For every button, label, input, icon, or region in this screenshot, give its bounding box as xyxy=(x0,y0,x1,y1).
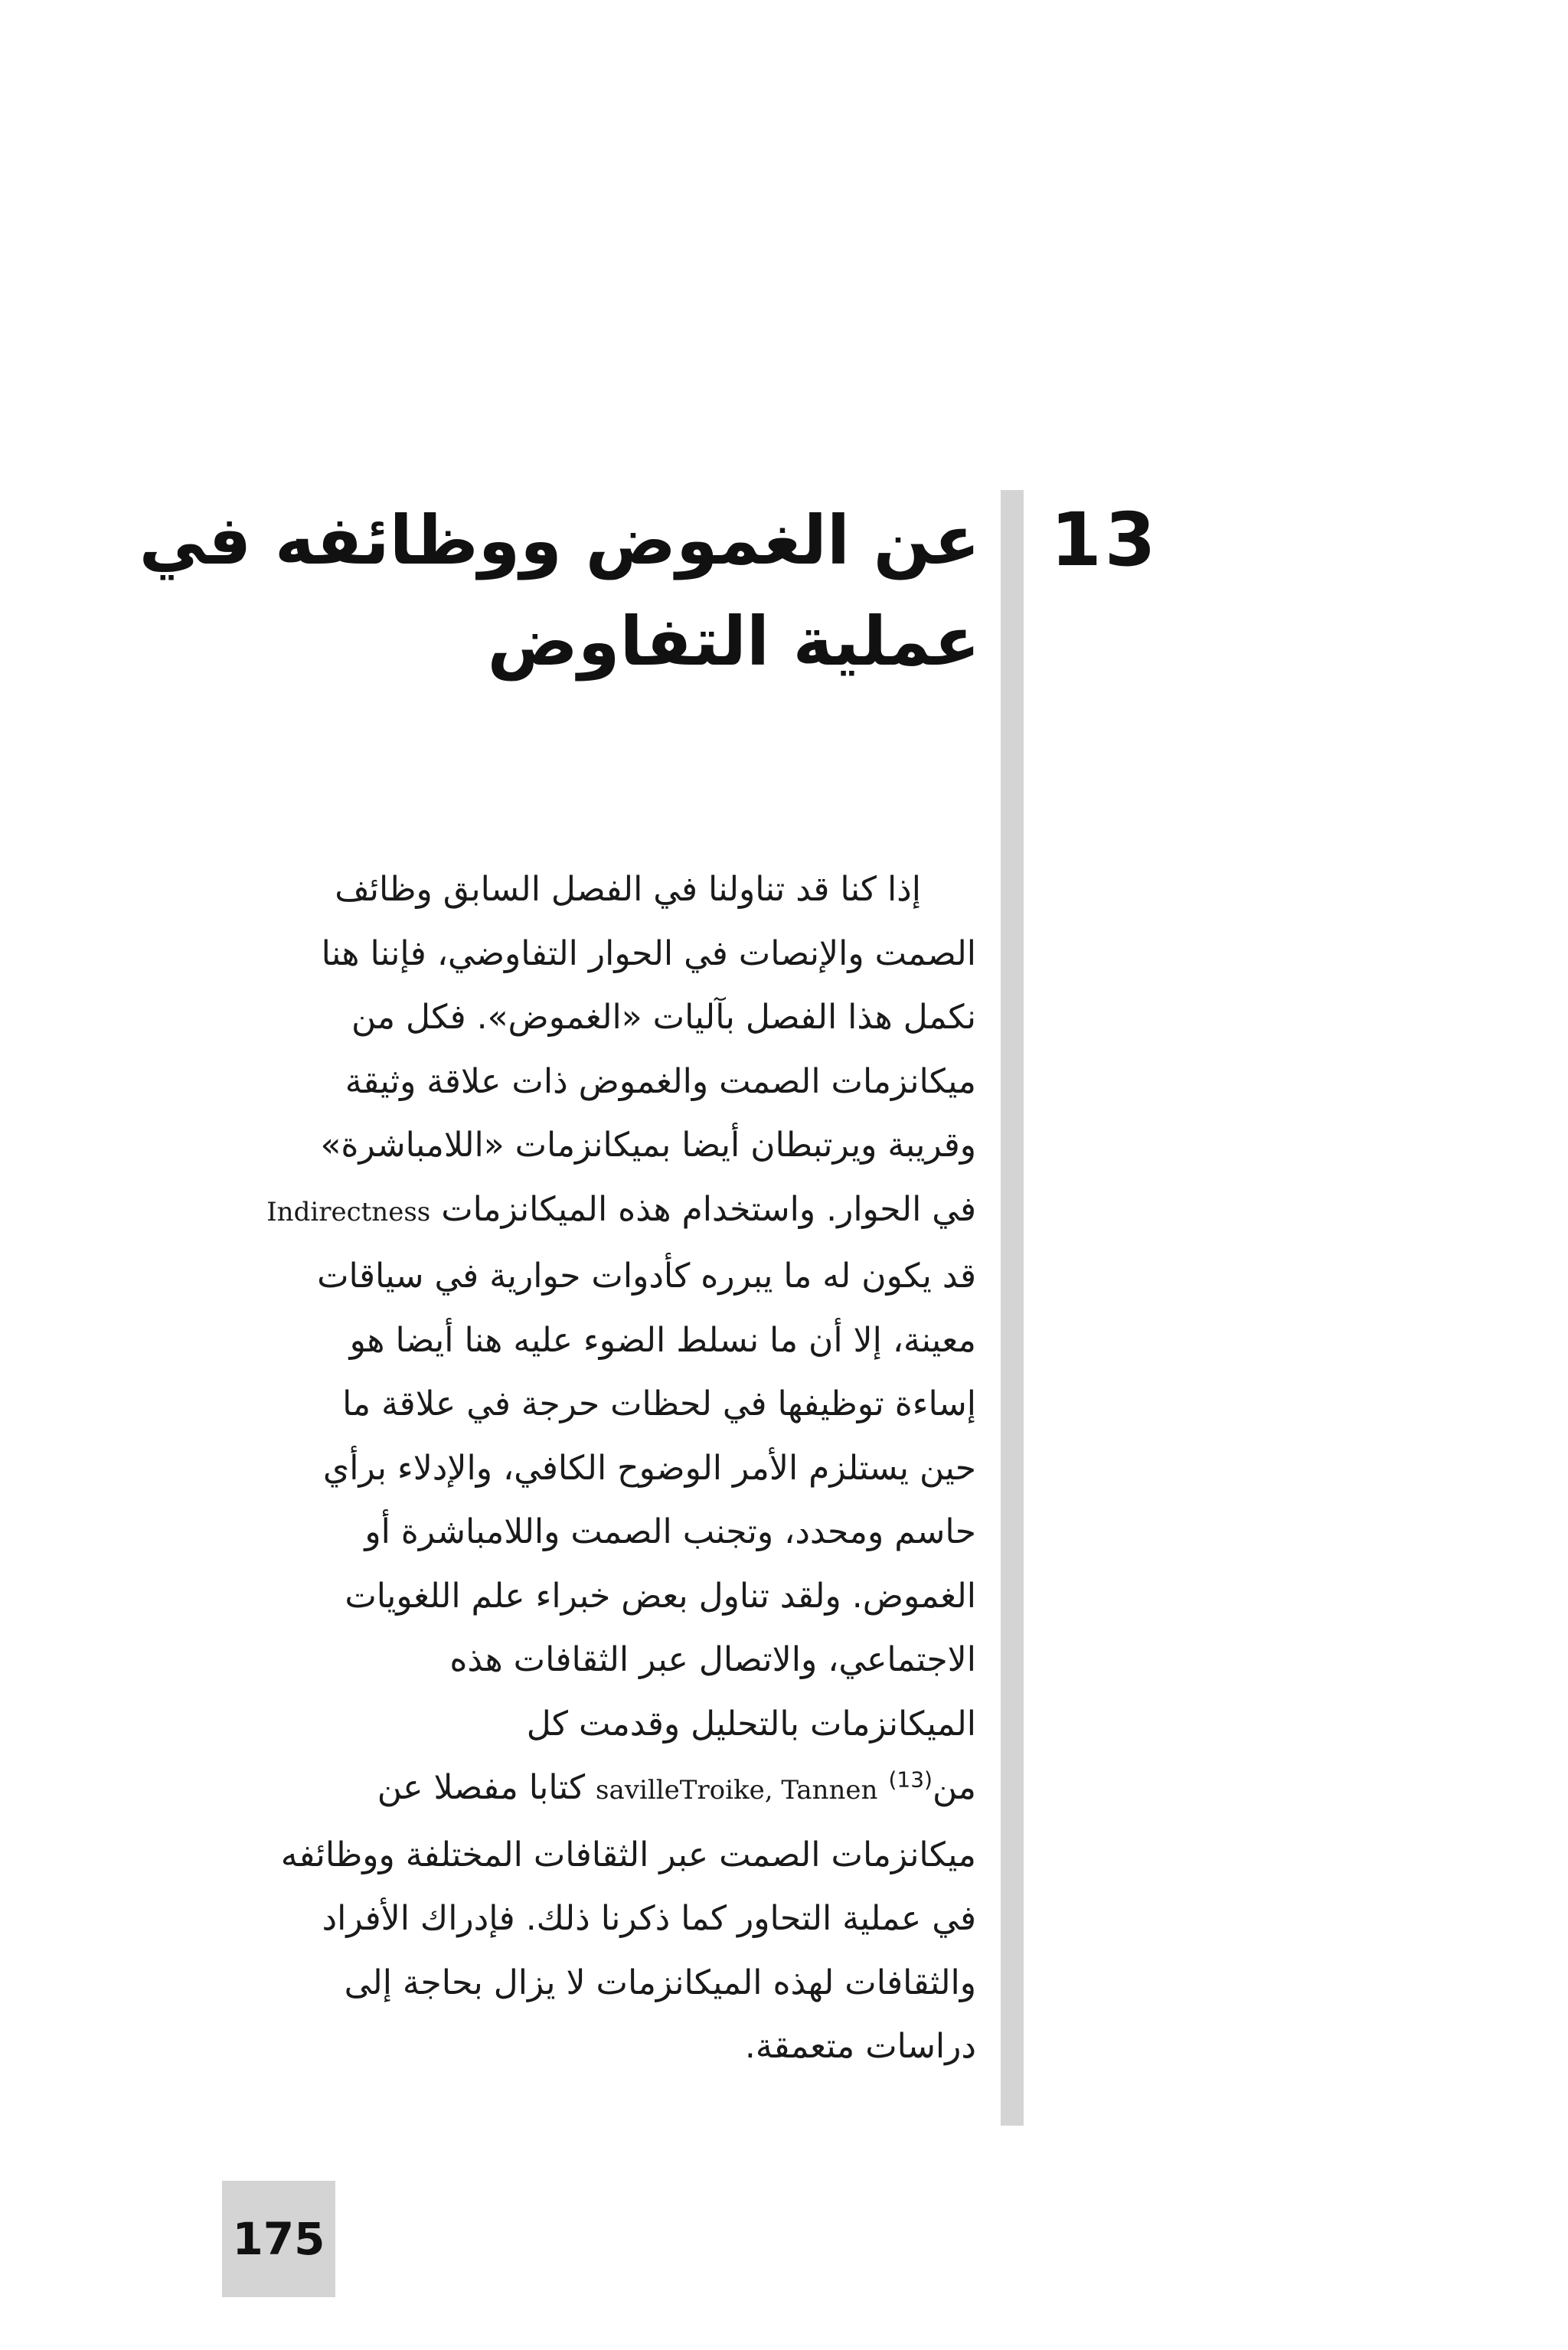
page-number-box xyxy=(222,2181,335,2297)
latin-author-names: savilleTroike, Tannen xyxy=(596,1775,878,1806)
body-line: إذا كنا قد تناولنا في الفصل السابق وظائف xyxy=(335,870,921,909)
page-number: 175 xyxy=(232,2213,325,2265)
chapter-title-line-1: عن الغموض ووظائفه في xyxy=(139,501,980,580)
body-line: الصمت والإنصات في الحوار التفاوضي، فإننا هنا xyxy=(321,933,976,973)
chapter-number: 13 xyxy=(1050,497,1159,583)
body-line-prefix: من xyxy=(932,1768,976,1807)
body-line: والثقافات لهذه الميكانزمات لا يزال بحاجة إلى xyxy=(344,1963,976,2002)
body-line: إساءة توظيفها في لحظات حرجة في علاقة ما xyxy=(342,1384,976,1423)
body-line: في عملية التحاور كما ذكرنا ذلك. فإدراك الأفراد xyxy=(322,1899,976,1938)
body-paragraph xyxy=(222,858,976,2079)
latin-term-indirectness: Indirectness xyxy=(266,1196,431,1227)
body-line: حين يستلزم الأمر الوضوح الكافي، والإدلاء برأي xyxy=(322,1448,976,1488)
body-line: معينة، إلا أن ما نسلط الضوء عليه هنا أيضا هو xyxy=(349,1320,976,1360)
chapter-title xyxy=(139,490,980,692)
body-line: ميكانزمات الصمت عبر الثقافات المختلفة ووظائفه xyxy=(280,1835,976,1874)
body-line-text: كتابا مفصلا عن xyxy=(377,1768,586,1807)
body-line: الغموض. ولقد تناول بعض خبراء علم اللغويات xyxy=(345,1576,976,1616)
body-line: حاسم ومحدد، وتجنب الصمت واللامباشرة أو xyxy=(364,1512,976,1551)
body-line: دراسات متعمقة. xyxy=(744,2027,976,2066)
footnote-reference: (13) xyxy=(888,1767,933,1793)
chapter-title-line-2: عملية التفاوض xyxy=(487,602,980,681)
body-line: الميكانزمات بالتحليل وقدمت كل xyxy=(526,1704,976,1744)
body-line-text: في الحوار. واستخدام هذه الميكانزمات xyxy=(441,1189,976,1229)
vertical-divider-bar xyxy=(1001,490,1024,2126)
body-line: ميكانزمات الصمت والغموض ذات علاقة وثيقة xyxy=(345,1061,976,1101)
body-line: قد يكون له ما يبرره كأدوات حوارية في سياقات xyxy=(317,1257,976,1296)
body-line: نكمل هذا الفصل بآليات «الغموض». فكل من xyxy=(351,998,976,1037)
body-line xyxy=(222,1756,976,1823)
body-line: الاجتماعي، والاتصال عبر الثقافات هذه xyxy=(449,1640,976,1679)
body-line: وقريبة ويرتبطان أيضا بميكانزمات «اللامباشرة» xyxy=(320,1126,976,1165)
body-line xyxy=(222,1178,976,1245)
